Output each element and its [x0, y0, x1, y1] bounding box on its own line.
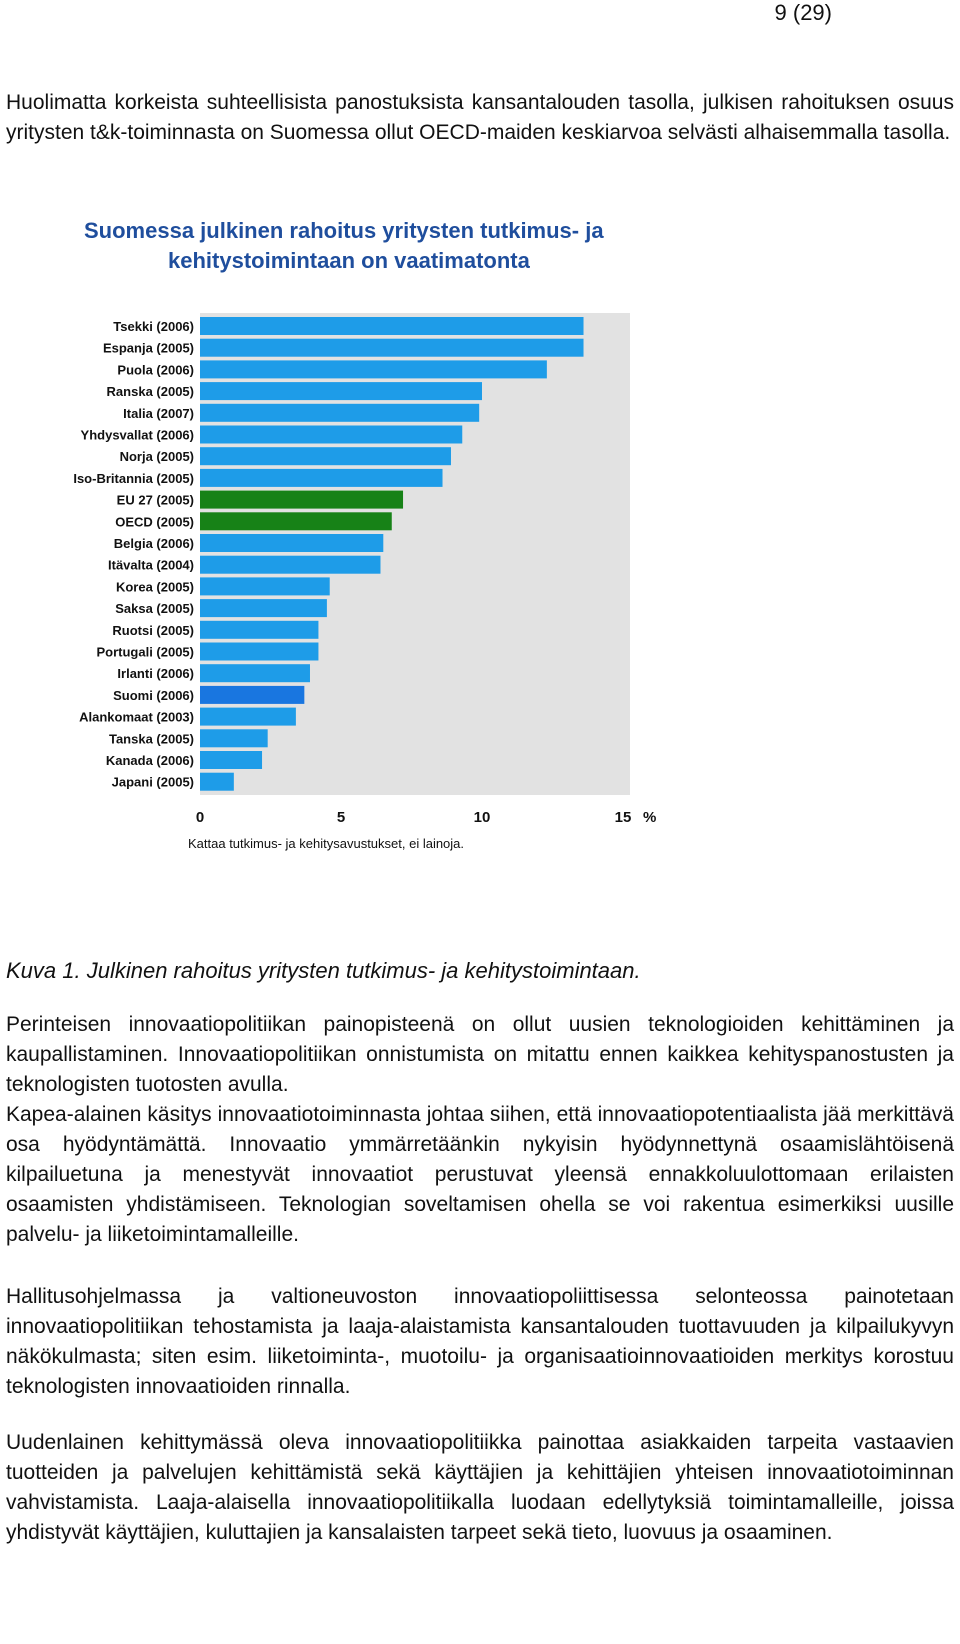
- bar: [200, 491, 403, 509]
- category-label: Ruotsi (2005): [112, 622, 194, 638]
- bar: [200, 447, 451, 465]
- category-label: Norja (2005): [119, 449, 194, 465]
- bar: [200, 426, 462, 444]
- category-label: Tsekki (2006): [113, 319, 194, 334]
- paragraph-1: Perinteisen innovaatiopolitiikan painopisteenä on ollut uusien teknologioiden kehittäminen ja kaupallistaminen. Innovaatiopolitiikan onnistumista on mitattu ennen kaikkea kehityspanostusten ja teknologisten tuotosten avulla.: [6, 1013, 954, 1096]
- intro-paragraph: Huolimatta korkeista suhteellisista panostuksista kansantalouden tasolla, julkisen rahoituksen osuus yritysten t&k-toiminnasta on Suomessa ollut OECD-maiden keskiarvoa selvästi alhaisemmalla tasolla.: [6, 91, 954, 144]
- x-axis-label: Kattaa tutkimus- ja kehitysavustukset, ei lainoja.: [188, 836, 465, 851]
- category-label: Saksa (2005): [115, 601, 194, 617]
- bar: [200, 664, 310, 682]
- page-number: 9 (29): [774, 0, 832, 25]
- paragraph-4: Uudenlainen kehittymässä oleva innovaatiopolitiikka painottaa asiakkaiden tarpeita vastaavien tuotteiden ja palvelujen kehittämistä sekä käyttäjien ja kehittäjien yhteisen innovaatiotoiminnan vahvistamista. Laaja-alaisella innovaatiopolitiikalla luodaan edellytyksiä toimintamalleille, joissa yhdistyvät käyttäjien, kuluttajien ja kansalaisten tarpeet sekä tieto, luovuus ja osaaminen.: [6, 1431, 954, 1544]
- bar: [200, 708, 296, 726]
- bar: [200, 577, 330, 595]
- bar: [200, 317, 584, 335]
- category-label: Puola (2006): [117, 362, 194, 378]
- figure-caption: Kuva 1. Julkinen rahoitus yritysten tutkimus- ja kehitystoimintaan.: [6, 958, 641, 983]
- bar: [200, 686, 304, 704]
- bar: [200, 339, 584, 357]
- bar: [200, 360, 547, 378]
- x-axis-unit: %: [643, 809, 657, 826]
- x-tick-label: 10: [473, 809, 491, 826]
- bar: [200, 556, 380, 574]
- bar: [200, 534, 383, 552]
- category-label: Irlanti (2006): [117, 666, 194, 682]
- category-label: EU 27 (2005): [116, 492, 194, 508]
- category-label: Ranska (2005): [106, 384, 194, 400]
- x-tick-label: 0: [195, 809, 205, 826]
- bar: [200, 469, 443, 487]
- bar-chart: [48, 220, 688, 860]
- category-label: Japani (2005): [111, 774, 194, 790]
- category-label: Belgia (2006): [113, 536, 194, 551]
- category-label: Italia (2007): [123, 405, 194, 421]
- category-label: Yhdysvallat (2006): [80, 427, 194, 443]
- category-label: Kanada (2006): [105, 753, 194, 768]
- chart-title-line-1: Suomessa julkinen rahoitus yritysten tutkimus- ja: [84, 220, 604, 243]
- bar: [200, 643, 318, 661]
- category-label: Iso-Britannia (2005): [73, 470, 194, 486]
- category-label: Alankomaat (2003): [79, 709, 194, 725]
- x-tick-label: 15: [614, 809, 632, 826]
- category-label: Suomi (2006): [113, 687, 194, 703]
- bar: [200, 512, 392, 530]
- bar: [200, 382, 482, 400]
- category-label: Itävalta (2004): [108, 557, 194, 573]
- bar: [200, 751, 262, 769]
- category-label: Korea (2005): [115, 579, 194, 595]
- category-label: Espanja (2005): [102, 340, 194, 356]
- bar: [200, 729, 268, 747]
- category-label: Portugali (2005): [96, 644, 194, 660]
- category-label: OECD (2005): [115, 514, 194, 530]
- category-label: Tanska (2005): [108, 731, 194, 747]
- chart-title-line-2: kehitystoimintaan on vaatimatonta: [168, 248, 530, 273]
- x-tick-label: 5: [336, 809, 346, 826]
- bar: [200, 773, 234, 791]
- paragraph-3: Hallitusohjelmassa ja valtioneuvoston innovaatiopoliittisessa selonteossa painotetaan innovaatiopolitiikan tehostamista ja laaja-alaistamista kansantalouden tuottavuuden ja kilpailukyvyn näkökulmasta; siten esim. liiketoiminta-, muotoilu- ja organisaatioinnovaatioiden merkitys korostuu teknologisten innovaatioiden rinnalla.: [6, 1285, 954, 1398]
- paragraph-2: Kapea-alainen käsitys innovaatiotoiminnasta johtaa siihen, että innovaatiopotentiaalista jää merkittävä osa hyödyntämättä. Innovaatio ymmärretäänkin nykyisin hyödynnettynä osaamislähtöisenä kilpailuetuna ja menestyvät innovaatiot perustuvat yleensä ennakkoluulottomaan erilaisten osaamisten yhdistämiseen. Teknologian soveltamisen ohella se voi rakentua esimerkiksi uusille palvelu- ja liiketoimintamalleille.: [6, 1103, 954, 1246]
- bar: [200, 621, 318, 639]
- bar: [200, 404, 479, 422]
- bar: [200, 599, 327, 617]
